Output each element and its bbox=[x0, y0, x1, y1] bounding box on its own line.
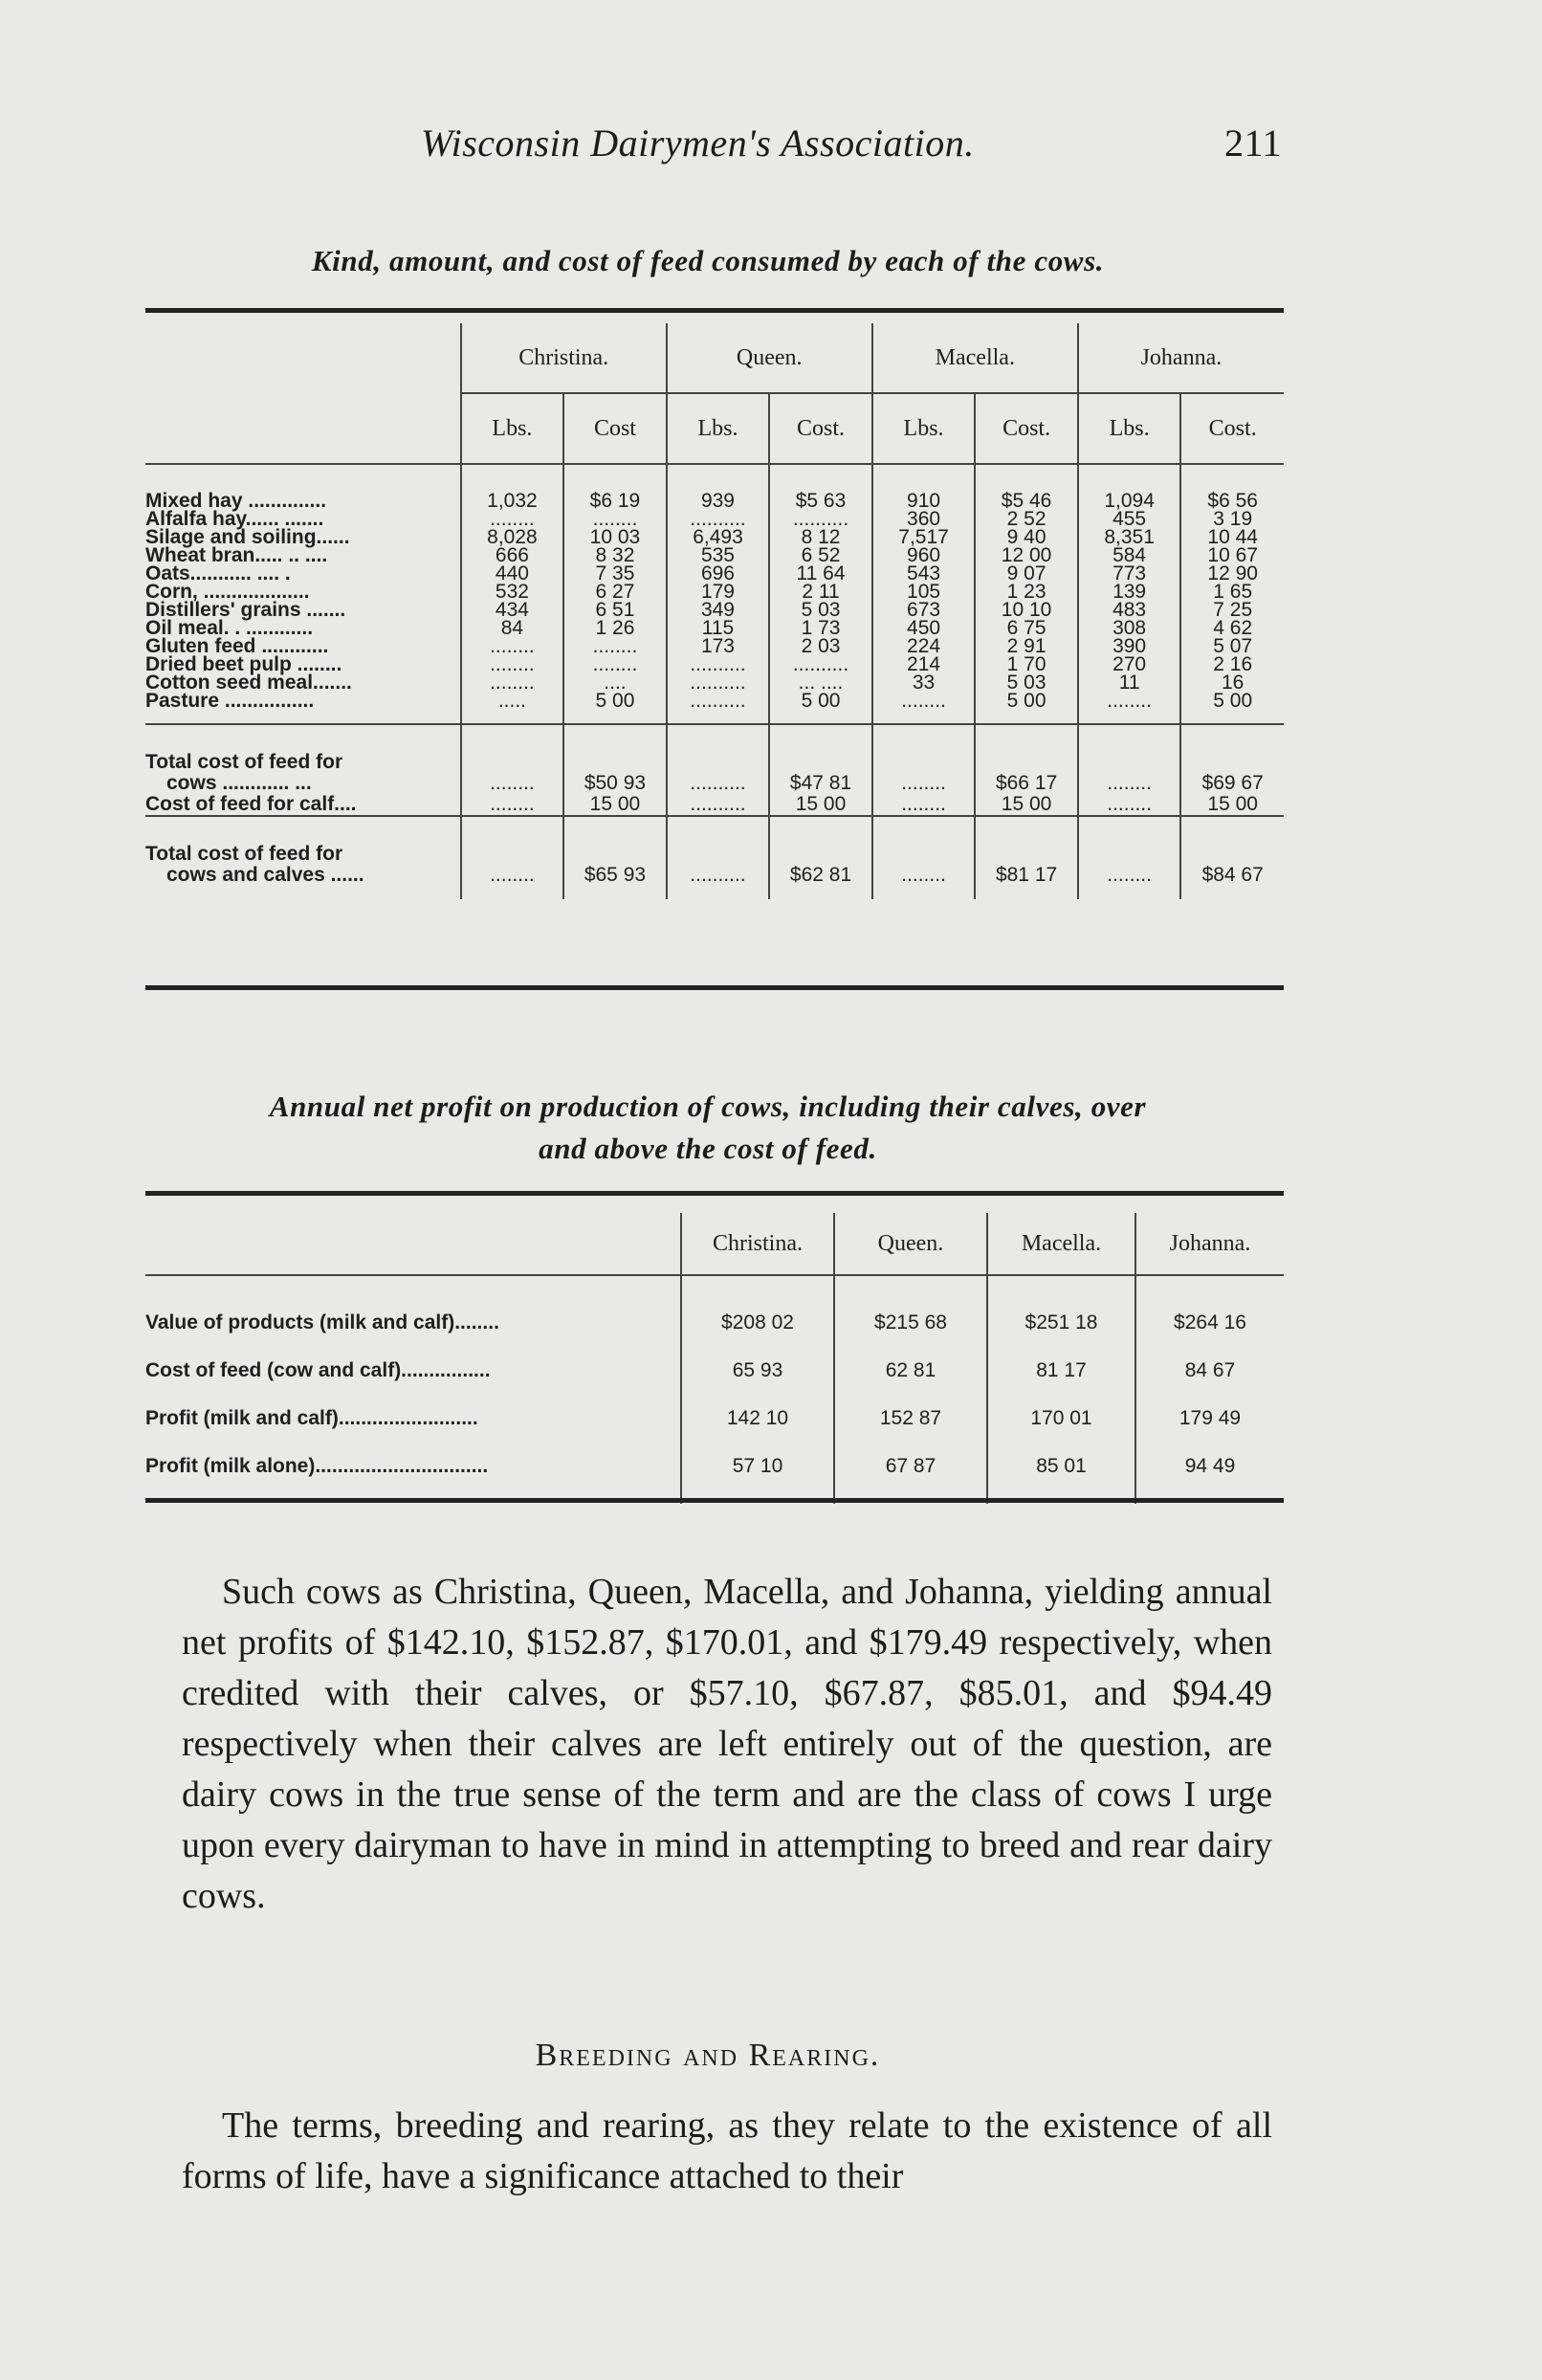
table-cell: 142 10 bbox=[681, 1395, 834, 1443]
feed-cost-table bbox=[145, 323, 1284, 899]
table-cell: 5 00 bbox=[563, 692, 667, 724]
row-label: Silage and soiling...... bbox=[145, 526, 350, 548]
table-cell: 8,351 bbox=[1078, 528, 1181, 546]
table-cell: ........ bbox=[1078, 692, 1181, 724]
table-cell: $6 19 bbox=[563, 464, 667, 510]
table-cell: 308 bbox=[1078, 619, 1181, 637]
table-cell: 1,032 bbox=[461, 464, 564, 510]
table-cell: 390 bbox=[1078, 637, 1181, 655]
table-cell: .... bbox=[563, 673, 667, 692]
row-label-line: cows and calves ...... bbox=[166, 864, 364, 886]
table-cell: 3 19 bbox=[1180, 510, 1284, 528]
table-cell: 105 bbox=[872, 583, 976, 601]
table-cell: 673 bbox=[872, 601, 976, 619]
row-label: Oil meal. . ............ bbox=[145, 617, 314, 639]
row-label-line: Total cost of feed for bbox=[145, 843, 343, 865]
table-cell: 2 91 bbox=[975, 637, 1078, 655]
column-header: Christina. bbox=[681, 1213, 834, 1275]
table-cell: ........ bbox=[461, 510, 564, 528]
table2-caption bbox=[134, 1086, 1282, 1170]
table-cell: 214 bbox=[872, 655, 976, 673]
table-cell: ........ bbox=[461, 816, 564, 899]
table-cell: $264 16 bbox=[1135, 1275, 1284, 1347]
table-cell: 535 bbox=[667, 546, 770, 564]
table1-top-rule bbox=[145, 308, 1284, 313]
table1-sub-header bbox=[145, 393, 1284, 464]
table-cell: ........ bbox=[461, 794, 564, 816]
table-cell: $62 81 bbox=[769, 816, 872, 899]
row-label: Value of products (milk and calf)........ bbox=[145, 1275, 681, 1347]
table-cell: 12 90 bbox=[1180, 564, 1284, 583]
table-cell: 483 bbox=[1078, 601, 1181, 619]
sub-header: Cost. bbox=[769, 393, 872, 464]
table-row bbox=[145, 1395, 1284, 1443]
table-cell: 2 11 bbox=[769, 583, 872, 601]
table-cell: 1 70 bbox=[975, 655, 1078, 673]
table-cell: 939 bbox=[667, 464, 770, 510]
table-cell: 81 17 bbox=[987, 1347, 1135, 1395]
table-cell: 15 00 bbox=[563, 794, 667, 816]
table2-top-rule bbox=[145, 1191, 1284, 1196]
table-cell: $66 17 bbox=[975, 724, 1078, 794]
sub-header: Cost. bbox=[1180, 393, 1284, 464]
table-cell: 152 87 bbox=[834, 1395, 987, 1443]
row-label-line: cows ............ ... bbox=[166, 772, 312, 794]
table2-caption-line1: Annual net profit on production of cows, including their calves, over bbox=[269, 1090, 1147, 1123]
table2-bottom-rule bbox=[145, 1498, 1284, 1503]
table-row bbox=[145, 1275, 1284, 1347]
table-cell: ........ bbox=[1078, 794, 1181, 816]
table-cell: ..... bbox=[461, 692, 564, 724]
table-cell: 666 bbox=[461, 546, 564, 564]
table1-bottom-rule bbox=[145, 985, 1284, 990]
table-cell: 5 07 bbox=[1180, 637, 1284, 655]
table-cell: $251 18 bbox=[987, 1275, 1135, 1347]
table-cell: 910 bbox=[872, 464, 976, 510]
table-cell: 4 62 bbox=[1180, 619, 1284, 637]
table-row bbox=[145, 1443, 1284, 1504]
table-cell: 5 00 bbox=[769, 692, 872, 724]
table-cell: $6 56 bbox=[1180, 464, 1284, 510]
table-cell: $81 17 bbox=[975, 816, 1078, 899]
table-cell: 455 bbox=[1078, 510, 1181, 528]
total-row bbox=[145, 794, 1284, 816]
table-cell: ........ bbox=[461, 637, 564, 655]
sub-header: Lbs. bbox=[461, 393, 564, 464]
table-cell: .......... bbox=[769, 655, 872, 673]
table-cell: 360 bbox=[872, 510, 976, 528]
running-head bbox=[143, 113, 1282, 170]
column-header: Queen. bbox=[834, 1213, 987, 1275]
table-cell: 960 bbox=[872, 546, 976, 564]
table-cell: 84 67 bbox=[1135, 1347, 1284, 1395]
table-cell: 179 bbox=[667, 583, 770, 601]
table-cell: $5 46 bbox=[975, 464, 1078, 510]
table-cell: 6 52 bbox=[769, 546, 872, 564]
table-cell: $5 63 bbox=[769, 464, 872, 510]
table-cell: 5 03 bbox=[769, 601, 872, 619]
table-cell: 65 93 bbox=[681, 1347, 834, 1395]
row-label bbox=[145, 816, 461, 899]
table-cell: ........ bbox=[872, 816, 976, 899]
table-cell: 1 65 bbox=[1180, 583, 1284, 601]
table-cell: 84 bbox=[461, 619, 564, 637]
table-cell: 67 87 bbox=[834, 1443, 987, 1504]
sub-header: Cost bbox=[563, 393, 667, 464]
running-title: Wisconsin Dairymen's Association. bbox=[421, 121, 975, 165]
table-cell: $69 67 bbox=[1180, 724, 1284, 794]
table-cell: 434 bbox=[461, 601, 564, 619]
table-cell: ........ bbox=[461, 655, 564, 673]
table-cell: ........ bbox=[563, 637, 667, 655]
row-label: Alfalfa hay...... ....... bbox=[145, 508, 324, 530]
table-cell: ........ bbox=[563, 510, 667, 528]
row-label-line: Cost of feed for calf.... bbox=[145, 793, 357, 815]
table-cell: 94 49 bbox=[1135, 1443, 1284, 1504]
table-cell: 7 35 bbox=[563, 564, 667, 583]
table-cell: 10 10 bbox=[975, 601, 1078, 619]
sub-header: Lbs. bbox=[872, 393, 976, 464]
cow-header: Christina. bbox=[461, 323, 667, 393]
table2-body bbox=[145, 1275, 1284, 1504]
table-cell: 15 00 bbox=[769, 794, 872, 816]
table-cell: 224 bbox=[872, 637, 976, 655]
table-cell: 773 bbox=[1078, 564, 1181, 583]
row-label: Cost of feed (cow and calf)................ bbox=[145, 1359, 491, 1381]
row-label: Oats........... .... . bbox=[145, 562, 291, 584]
row-label: Wheat bran..... .. .... bbox=[145, 544, 328, 566]
table-cell: ........ bbox=[872, 724, 976, 794]
table-cell: ........ bbox=[1078, 816, 1181, 899]
table-cell: 10 67 bbox=[1180, 546, 1284, 564]
table-cell: 170 01 bbox=[987, 1395, 1135, 1443]
table-cell: $65 93 bbox=[563, 816, 667, 899]
table-cell: $215 68 bbox=[834, 1275, 987, 1347]
cow-header: Queen. bbox=[667, 323, 872, 393]
table-cell: 2 52 bbox=[975, 510, 1078, 528]
page-number: 211 bbox=[1223, 121, 1282, 165]
row-label: Profit (milk and calf)......................... bbox=[145, 1407, 478, 1429]
sub-header: Cost. bbox=[975, 393, 1078, 464]
table-cell: ........ bbox=[872, 794, 976, 816]
table-cell: 6 75 bbox=[975, 619, 1078, 637]
cow-header: Johanna. bbox=[1078, 323, 1284, 393]
table-cell: 2 16 bbox=[1180, 655, 1284, 673]
table-cell: 8 12 bbox=[769, 528, 872, 546]
table-cell: 7,517 bbox=[872, 528, 976, 546]
table-row bbox=[145, 1347, 1284, 1395]
section-heading: Breeding and Rearing. bbox=[535, 2038, 881, 2073]
net-profit-table bbox=[145, 1213, 1284, 1504]
table2-header bbox=[145, 1213, 1284, 1275]
table-cell: 349 bbox=[667, 601, 770, 619]
table-cell: 85 01 bbox=[987, 1443, 1135, 1504]
row-label: Gluten feed ............ bbox=[145, 635, 329, 657]
table-cell: 6 27 bbox=[563, 583, 667, 601]
table1-group-header bbox=[145, 323, 1284, 393]
table-cell: ........ bbox=[1078, 724, 1181, 794]
table-cell: .......... bbox=[667, 816, 770, 899]
table-row bbox=[145, 464, 1284, 510]
table-cell: 6 51 bbox=[563, 601, 667, 619]
table-cell: $50 93 bbox=[563, 724, 667, 794]
table-cell: 1 26 bbox=[563, 619, 667, 637]
table-cell: 5 00 bbox=[975, 692, 1078, 724]
row-label: Dried beet pulp ........ bbox=[145, 653, 342, 675]
row-label: Profit (milk alone)............................... bbox=[145, 1455, 489, 1477]
sub-header: Lbs. bbox=[667, 393, 770, 464]
row-label: Corn, ................... bbox=[145, 581, 310, 603]
table-row bbox=[145, 692, 1284, 724]
table1-body bbox=[145, 464, 1284, 899]
body-paragraph: The terms, breeding and rearing, as they relate to the existence of all forms of life, have a significance attached to their bbox=[182, 2105, 1272, 2196]
table-cell: .......... bbox=[667, 724, 770, 794]
table-cell: 532 bbox=[461, 583, 564, 601]
sub-header: Lbs. bbox=[1078, 393, 1181, 464]
table-cell: 62 81 bbox=[834, 1347, 987, 1395]
table-cell: 1 73 bbox=[769, 619, 872, 637]
table-cell: 16 bbox=[1180, 673, 1284, 692]
table-cell: 15 00 bbox=[975, 794, 1078, 816]
table-cell: .......... bbox=[667, 655, 770, 673]
table-cell: 9 40 bbox=[975, 528, 1078, 546]
table-cell: 8,028 bbox=[461, 528, 564, 546]
body-paragraph: Such cows as Christina, Queen, Macella, and Johanna, yielding annual net profits of $142.10, $152.87, $170.01, and $179.49 respectively, when credited with their calves, or $57.10, $67.87, $85.01, and $94.49 respectively when their calves are left entirely out of the question, are dairy cows in the true sense of the term and are the class of cows I urge upon every dairyman to have in mind in attempting to breed and rear dairy cows. bbox=[182, 1572, 1272, 1916]
table-cell: 12 00 bbox=[975, 546, 1078, 564]
table-cell: 15 00 bbox=[1180, 794, 1284, 816]
table-cell: 5 03 bbox=[975, 673, 1078, 692]
table-cell: 33 bbox=[872, 673, 976, 692]
table-cell: 57 10 bbox=[681, 1443, 834, 1504]
table-cell: 450 bbox=[872, 619, 976, 637]
table-cell: .......... bbox=[667, 794, 770, 816]
table-cell: .......... bbox=[667, 510, 770, 528]
table2-caption-line2: and above the cost of feed. bbox=[539, 1132, 877, 1165]
table-cell: ........ bbox=[872, 692, 976, 724]
table-cell: ........ bbox=[461, 673, 564, 692]
table-cell: $84 67 bbox=[1180, 816, 1284, 899]
table-cell: 139 bbox=[1078, 583, 1181, 601]
table-cell: 584 bbox=[1078, 546, 1181, 564]
table-cell: 11 64 bbox=[769, 564, 872, 583]
table-cell: 7 25 bbox=[1180, 601, 1284, 619]
table-cell: 270 bbox=[1078, 655, 1181, 673]
table-cell: 173 bbox=[667, 637, 770, 655]
table-cell: 10 44 bbox=[1180, 528, 1284, 546]
table-cell: .......... bbox=[667, 692, 770, 724]
table-cell: $47 81 bbox=[769, 724, 872, 794]
column-header: Johanna. bbox=[1135, 1213, 1284, 1275]
row-label: Distillers' grains ....... bbox=[145, 599, 346, 621]
table-cell: 1 23 bbox=[975, 583, 1078, 601]
table-cell: 696 bbox=[667, 564, 770, 583]
table-cell: 5 00 bbox=[1180, 692, 1284, 724]
total-row bbox=[145, 816, 1284, 899]
table-cell: 179 49 bbox=[1135, 1395, 1284, 1443]
cow-header: Macella. bbox=[872, 323, 1078, 393]
row-label-line: Total cost of feed for bbox=[145, 751, 343, 773]
table-cell: 8 32 bbox=[563, 546, 667, 564]
table-cell: 543 bbox=[872, 564, 976, 583]
table-cell: 2 03 bbox=[769, 637, 872, 655]
table-cell: 440 bbox=[461, 564, 564, 583]
table-cell: 115 bbox=[667, 619, 770, 637]
table-cell: ... .... bbox=[769, 673, 872, 692]
table-cell: 1,094 bbox=[1078, 464, 1181, 510]
column-header: Macella. bbox=[987, 1213, 1135, 1275]
table-cell: .......... bbox=[769, 510, 872, 528]
row-label bbox=[145, 724, 461, 794]
row-label: Mixed hay .............. bbox=[145, 464, 461, 510]
table-cell: 6,493 bbox=[667, 528, 770, 546]
table-cell: $208 02 bbox=[681, 1275, 834, 1347]
table-cell: 10 03 bbox=[563, 528, 667, 546]
table-cell: .......... bbox=[667, 673, 770, 692]
table-cell: 11 bbox=[1078, 673, 1181, 692]
table-cell: ........ bbox=[563, 655, 667, 673]
total-row bbox=[145, 724, 1284, 794]
row-label bbox=[145, 794, 461, 816]
table-cell: 9 07 bbox=[975, 564, 1078, 583]
table-cell: ........ bbox=[461, 724, 564, 794]
row-label: Pasture ................ bbox=[145, 690, 315, 712]
row-label: Cotton seed meal....... bbox=[145, 672, 352, 694]
table1-caption: Kind, amount, and cost of feed consumed by each of the cows. bbox=[311, 244, 1105, 277]
